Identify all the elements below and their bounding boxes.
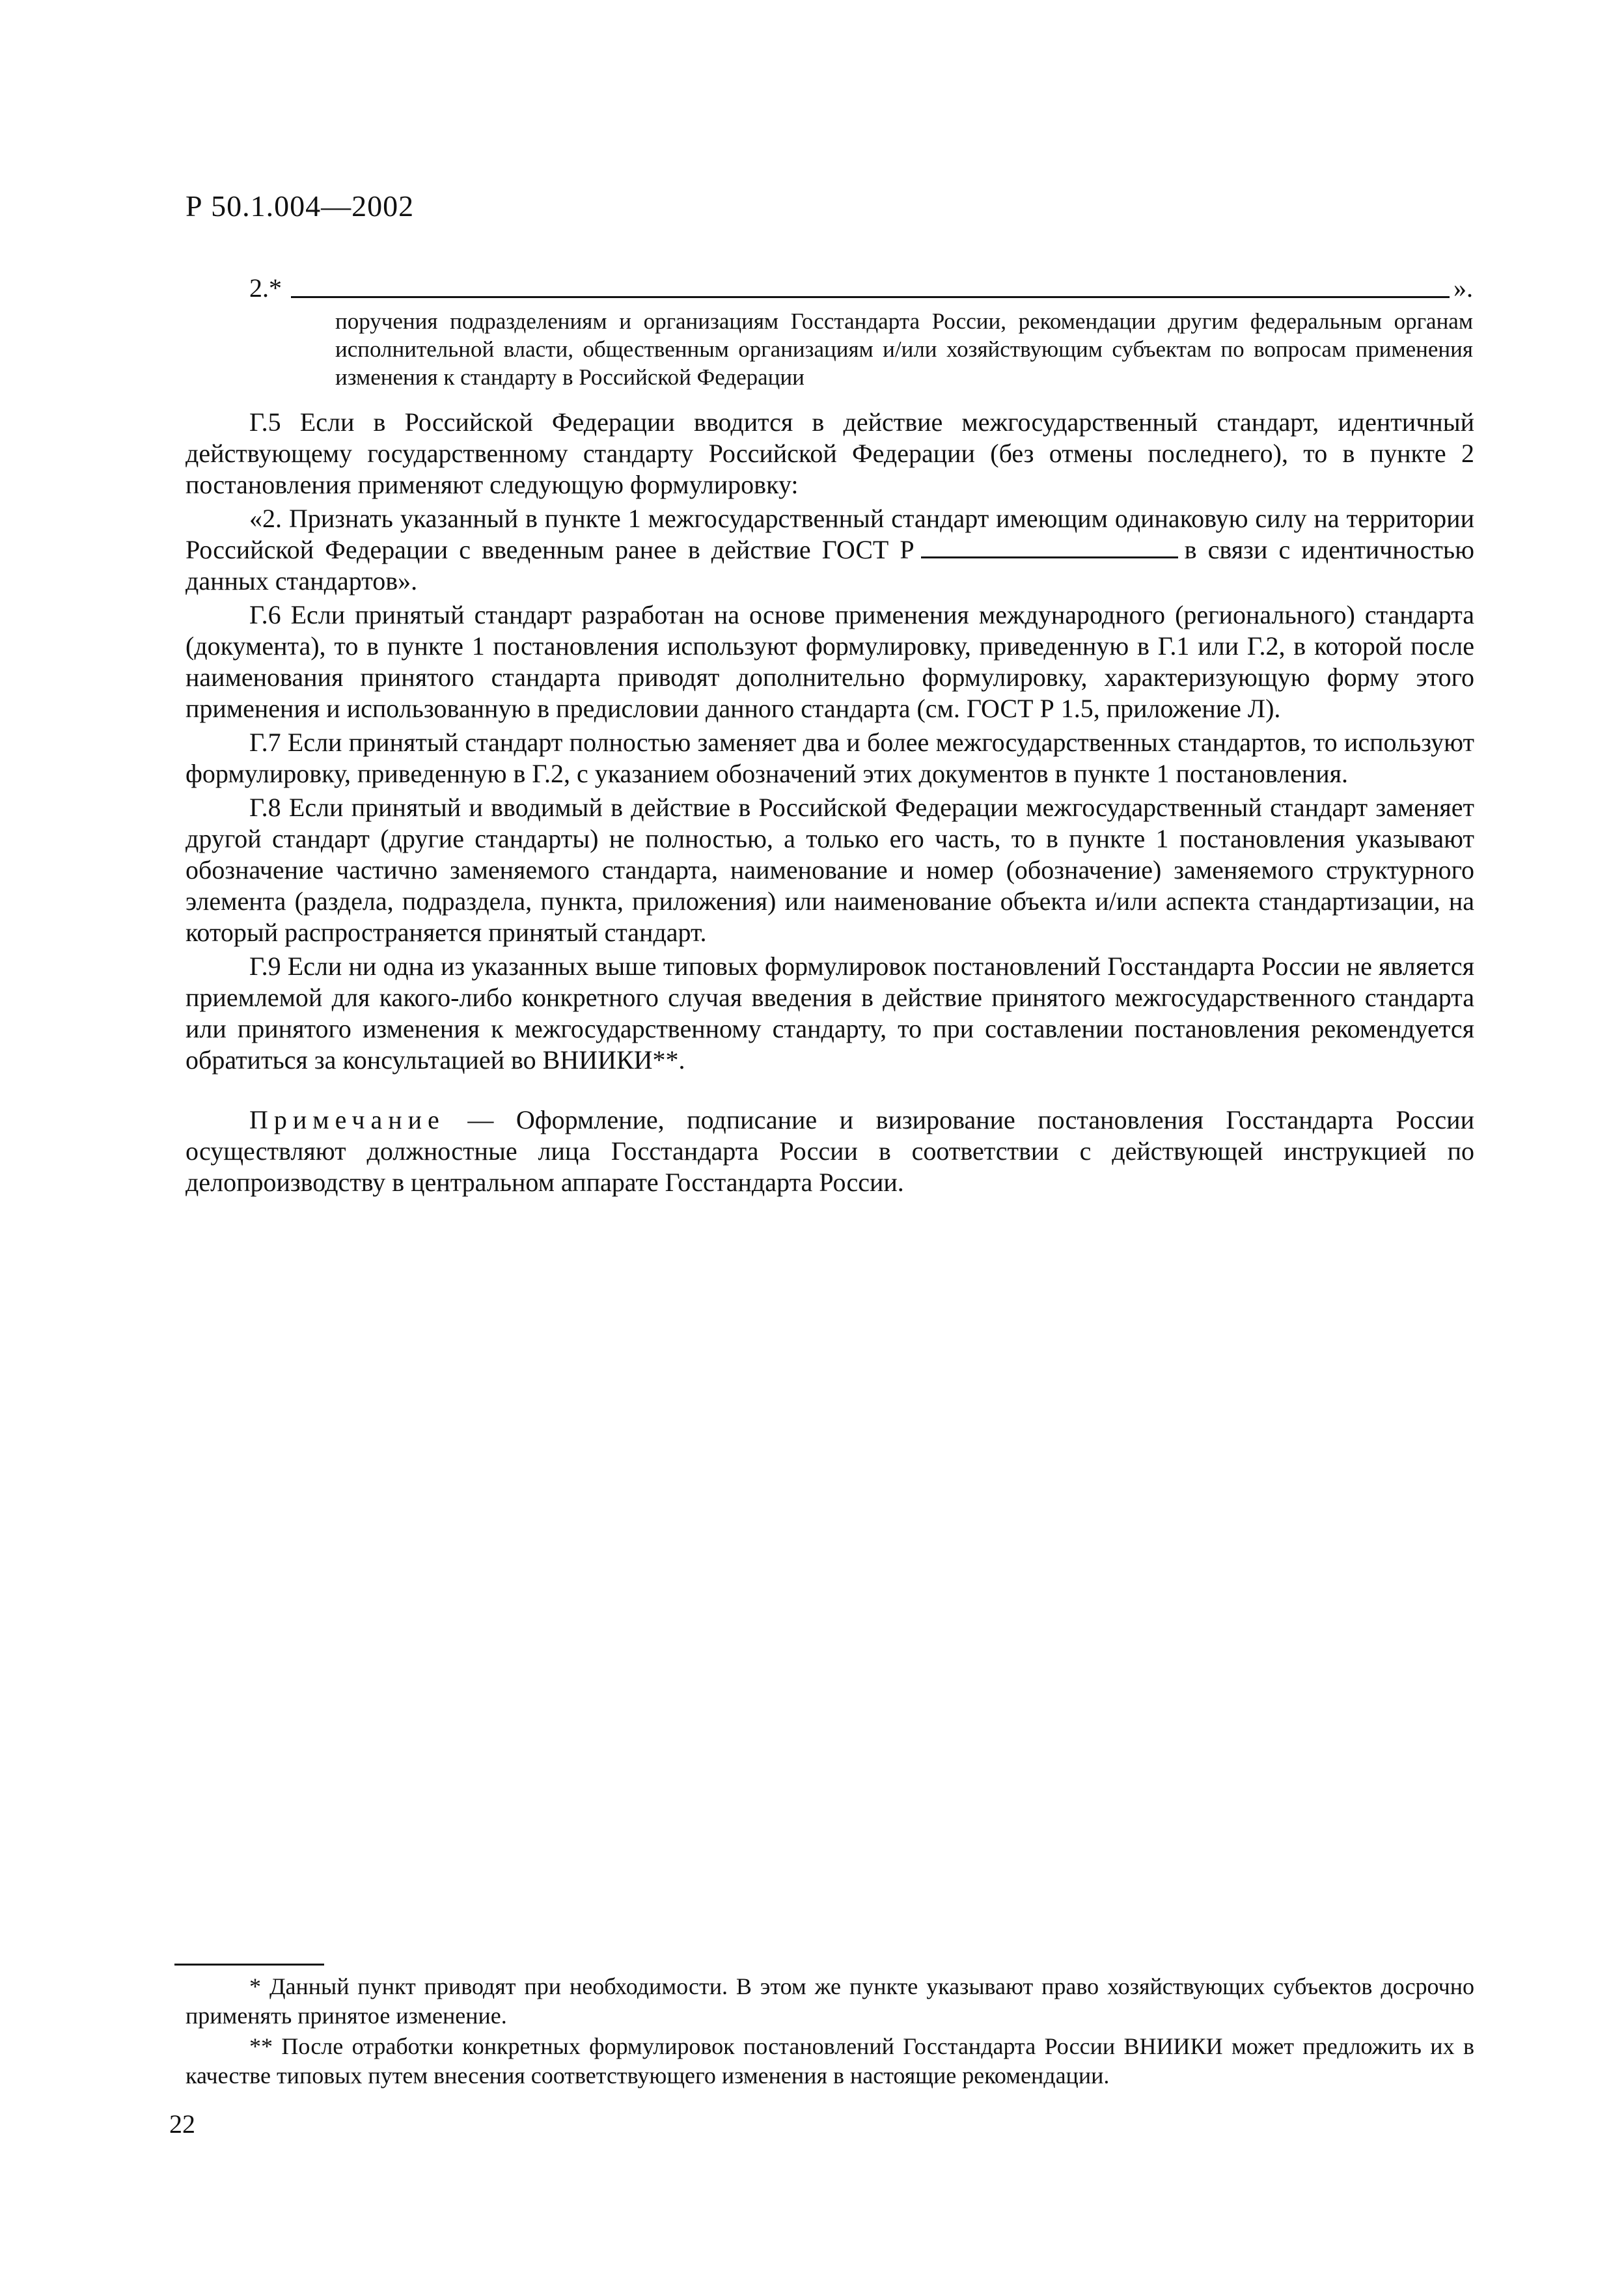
footnotes [186, 1972, 1474, 2092]
note-label: Примечание [249, 1105, 445, 1134]
note [186, 1104, 1474, 1198]
item-2-caption: поручения подразделениям и организациям Госстандарта России, рекомендации другим федеральным органам исполнительной власти, общественным организациям и/или хозяйствующим субъектам по вопросам применения изменения к стандарту в Российской Федерации [335, 308, 1473, 390]
quote-text-before: «2. Признать указанный в пункте 1 межгосударственный стандарт имеющим одинаковую силу на территории Российской Федерации с введенным ранее в действие ГОСТ Р [186, 504, 1474, 564]
clause-g9: Г.9 Если ни одна из указанных выше типовых формулировок постановлений Госстандарта России не является приемлемой для какого-либо конкретного случая введения в действие принятого межгосударственного стандарта или принятого изменения к межгосударственному стандарту, то при составлении постановления рекомендуется обратиться за консультацией во ВНИИКИ**. [186, 952, 1474, 1075]
main-text [186, 407, 1474, 1201]
item-2-marker: 2.* [249, 273, 282, 303]
clause-g7: Г.7 Если принятый стандарт полностью заменяет два и более межгосударственных стандартов, то используют формулировку, приведенную в Г.2, с указанием обозначений этих документов в пункте 1 постановления. [186, 728, 1474, 788]
note-text: — Оформление, подписание и визирование постановления Госстандарта России осуществляют должностные лица Госстандарта России в соответствии с действующей инструкцией по делопроизводству в центральном аппарате Госстандарта России. [186, 1105, 1474, 1197]
item-2-closing-quote: ». [1453, 273, 1473, 303]
footnote-2: ** После отработки конкретных формулировок постановлений Госстандарта России ВНИИКИ может предложить их в качестве типовых путем внесения соответствующего изменения в настоящие рекомендации. [186, 2033, 1474, 2089]
item-2-fill-line [291, 296, 1450, 298]
item-2-row [249, 272, 1473, 303]
clause-g6: Г.6 Если принятый стандарт разработан на основе применения международного (регионального) стандарта (документа), то в пункте 1 постановления используют формулировку, приведенную в Г.1 или Г.2, в которой после наименования принятого стандарта приводят дополнительно формулировку, характеризующую форму этого применения и использованную в предисловии данного стандарта (см. ГОСТ Р 1.5, приложение Л). [186, 600, 1474, 723]
item-2-template [249, 272, 1473, 391]
footnote-1: * Данный пункт приводят при необходимости. В этом же пункте указывают право хозяйствующих субъектов досрочно применять принятое изменение. [186, 1973, 1474, 2029]
page-number: 22 [169, 2109, 195, 2139]
clause-g5-quote [186, 503, 1474, 597]
footnote-separator [174, 1964, 324, 1966]
document-number: Р 50.1.004—2002 [186, 189, 415, 223]
gost-number-blank [921, 537, 1178, 558]
quote-text-after: в связи с идентичностью данных стандартов». [186, 535, 1474, 596]
clause-g8: Г.8 Если принятый и вводимый в действие в Российской Федерации межгосударственный стандарт заменяет другой стандарт (другие стандарты) не полностью, а только его часть, то в пункте 1 постановления указывают обозначение частично заменяемого стандарта, наименование и номер (обозначение) заменяемого структурного элемента (раздела, подраздела, пункта, приложения) или наименование объекта и/или аспекта стандартизации, на который распространяется принятый стандарт. [186, 793, 1474, 947]
clause-g5: Г.5 Если в Российской Федерации вводится в действие межгосударственный стандарт, идентичный действующему государственному стандарту Российской Федерации (без отмены последнего), то в пункте 2 постановления применяют следующую формулировку: [186, 407, 1474, 499]
